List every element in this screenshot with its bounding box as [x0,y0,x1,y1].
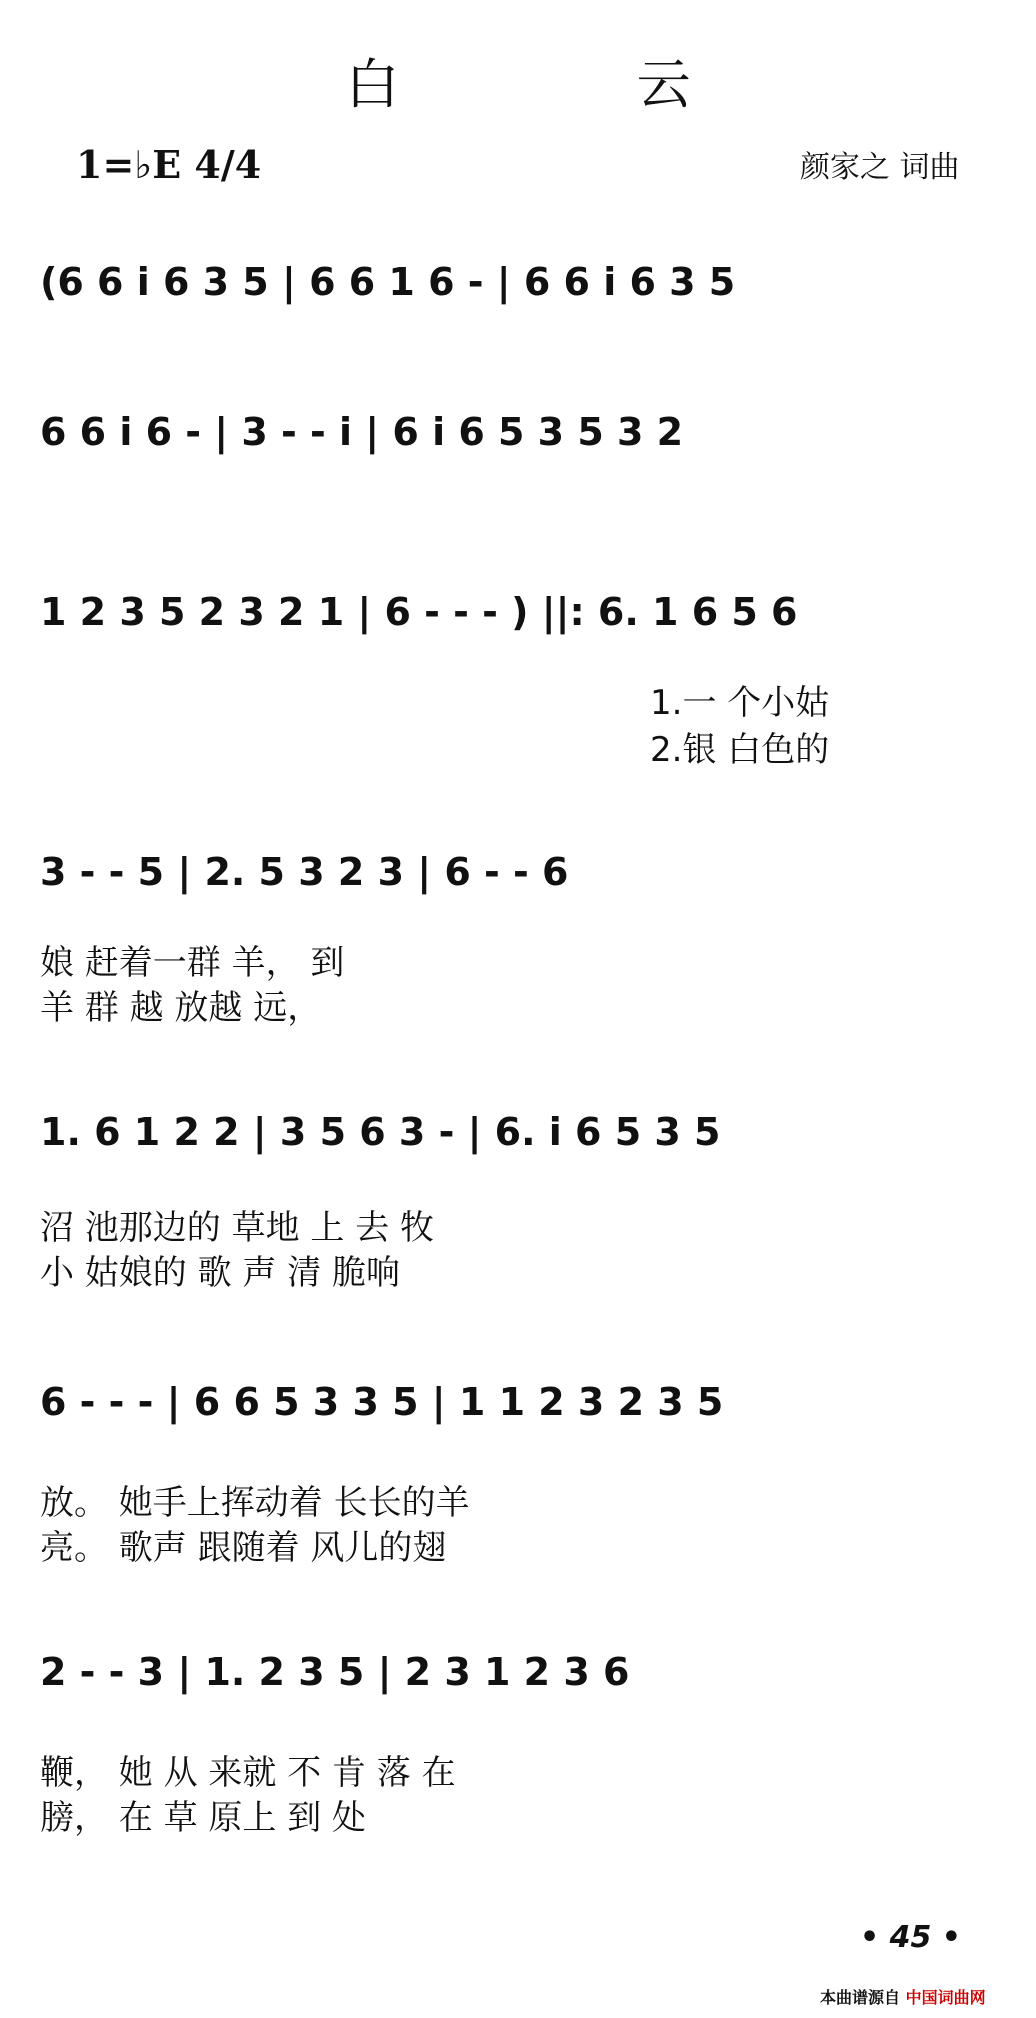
credit: 颜家之 词曲 [800,150,960,185]
footer-left: 本曲谱源自 [820,1988,901,2007]
key-signature: 1=♭E 4/4 [76,142,262,187]
footer [820,1985,986,2008]
lyric-1b: 2.银 白色的 [650,730,830,770]
staff-line-3: 1 2 3 5 2 3 2 1 | 6 - - - ) ||: 6. 1 6 5 6 [40,590,798,634]
staff-line-4: 3 - - 5 | 2. 5 3 2 3 | 6 - - 6 [40,850,569,894]
staff-line-2: 6 6 i 6 - | 3 - - i | 6 i 6 5 3 5 3 2 [40,410,684,454]
lyric-5a: 鞭， 她 从 来就 不 肯 落 在 [40,1753,456,1793]
staff-line-6: 6 - - - | 6 6 5 3 3 5 | 1 1 2 3 2 3 5 [40,1380,724,1424]
staff-line-5: 1. 6 1 2 2 | 3 5 6 3 - | 6. i 6 5 3 5 [40,1110,721,1154]
lyric-3b: 小 姑娘的 歌 声 清 脆响 [40,1253,401,1293]
lyric-2a: 娘 赶着一群 羊， 到 [40,943,345,983]
lyric-1a: 1.一 个小姑 [650,683,830,723]
staff-line-1: (6 6 i 6 3 5 | 6 6 1 6 - | 6 6 i 6 3 5 [40,260,736,304]
lyric-2b: 羊 群 越 放越 远， [40,988,322,1028]
lyric-4a: 放。 她手上挥动着 长长的羊 [40,1483,470,1523]
staff-line-7: 2 - - 3 | 1. 2 3 5 | 2 3 1 2 3 6 [40,1650,630,1694]
footer-right: 中国词曲网 [905,1988,986,2007]
lyric-4b: 亮。 歌声 跟随着 风儿的翅 [40,1528,447,1568]
page-number: • 45 • [860,1920,961,1955]
lyric-5b: 膀， 在 草 原上 到 处 [40,1798,367,1838]
lyric-3a: 沼 池那边的 草地 上 去 牧 [40,1208,435,1248]
song-title: 白 云 [345,53,801,116]
